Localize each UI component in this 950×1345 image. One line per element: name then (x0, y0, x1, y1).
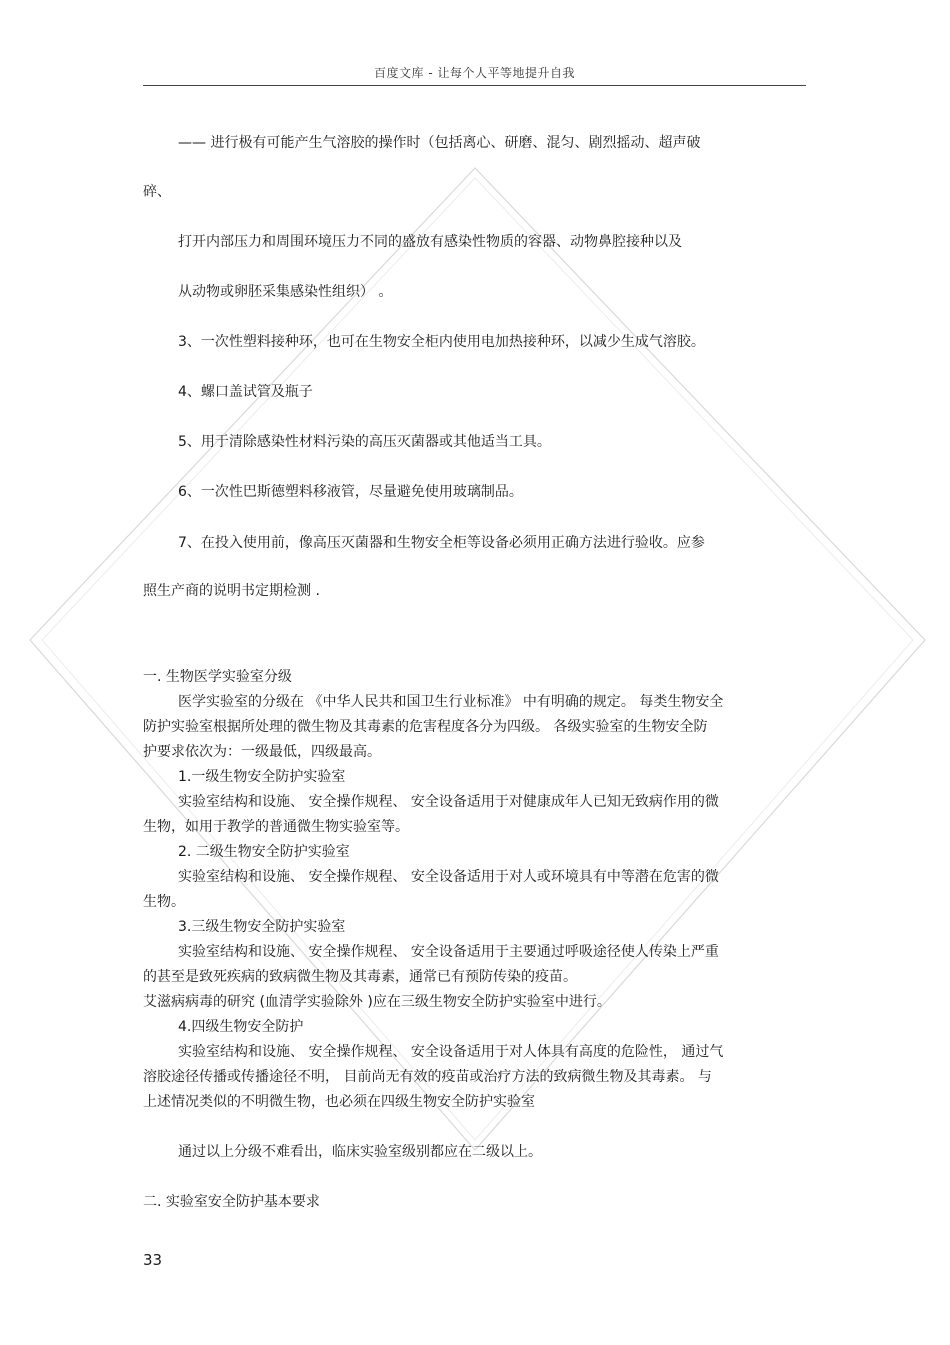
text-line: 护要求依次为：一级最低，四级最高。 (143, 744, 381, 760)
page-header: 百度文库 - 让每个人平等地提升自我 (374, 66, 575, 80)
text-line: 实验室结构和设施、 安全操作规程、 安全设备适用于对人或环境具有中等潜在危害的微 (178, 869, 719, 885)
text-line: 6、一次性巴斯德塑料移液管，尽量避免使用玻璃制品。 (178, 484, 523, 500)
text-line: 4、螺口盖试管及瓶子 (178, 384, 313, 400)
text-line: 从动物或卵胚采集感染性组织） 。 (178, 284, 393, 300)
text-line: 7、在投入使用前，像高压灭菌器和生物安全柜等设备必须用正确方法进行验收。应参 (178, 535, 705, 551)
text-line: 通过以上分级不难看出，临床实验室级别都应在二级以上。 (178, 1144, 542, 1160)
text-line: 3、一次性塑料接种环，也可在生物安全柜内使用电加热接种环，以减少生成气溶胶。 (178, 334, 705, 350)
section-heading: 二. 实验室安全防护基本要求 (143, 1194, 320, 1210)
text-line: 的甚至是致死疾病的致病微生物及其毒素，通常已有预防传染的疫苗。 (143, 969, 577, 985)
text-line: 溶胶途径传播或传播途径不明， 目前尚无有效的疫苗或治疗方法的致病微生物及其毒素。 与 (143, 1069, 712, 1085)
text-line: 上述情况类似的不明微生物，也必须在四级生物安全防护实验室 (143, 1094, 535, 1110)
section-heading: 一. 生物医学实验室分级 (143, 669, 292, 685)
text-line: 生物。 (143, 894, 185, 910)
text-line: 生物，如用于教学的普通微生物实验室等。 (143, 819, 409, 835)
text-line: 5、用于清除感染性材料污染的高压灭菌器或其他适当工具。 (178, 434, 551, 450)
text-line: 实验室结构和设施、 安全操作规程、 安全设备适用于对健康成年人已知无致病作用的微 (178, 794, 719, 810)
text-line: —— 进行极有可能产生气溶胶的操作时（包括离心、研磨、混匀、剧烈摇动、超声破 (178, 135, 701, 151)
text-line: 实验室结构和设施、 安全操作规程、 安全设备适用于主要通过呼吸途径使人传染上严重 (178, 944, 719, 960)
page-number: 33 (143, 1251, 163, 1269)
subsection-heading: 1.一级生物安全防护实验室 (178, 769, 346, 785)
text-line: 照生产商的说明书定期检测 . (143, 583, 320, 599)
text-line: 打开内部压力和周围环境压力不同的盛放有感染性物质的容器、动物鼻腔接种以及 (178, 234, 682, 250)
text-line: 实验室结构和设施、 安全操作规程、 安全设备适用于对人体具有高度的危险性， 通过气 (178, 1044, 724, 1060)
text-line: 防护实验室根据所处理的微生物及其毒素的危害程度各分为四级。 各级实验室的生物安全防 (143, 719, 708, 735)
text-line: 碎、 (143, 184, 171, 200)
subsection-heading: 2. 二级生物安全防护实验室 (178, 844, 350, 860)
header-rule (143, 85, 806, 86)
text-line: 医学实验室的分级在 《中华人民共和国卫生行业标准》 中有明确的规定。 每类生物安全 (178, 694, 724, 710)
text-line: 艾滋病病毒的研究 (血清学实验除外 )应在三级生物安全防护实验室中进行。 (143, 994, 611, 1010)
subsection-heading: 4.四级生物安全防护 (178, 1019, 304, 1035)
subsection-heading: 3.三级生物安全防护实验室 (178, 919, 346, 935)
